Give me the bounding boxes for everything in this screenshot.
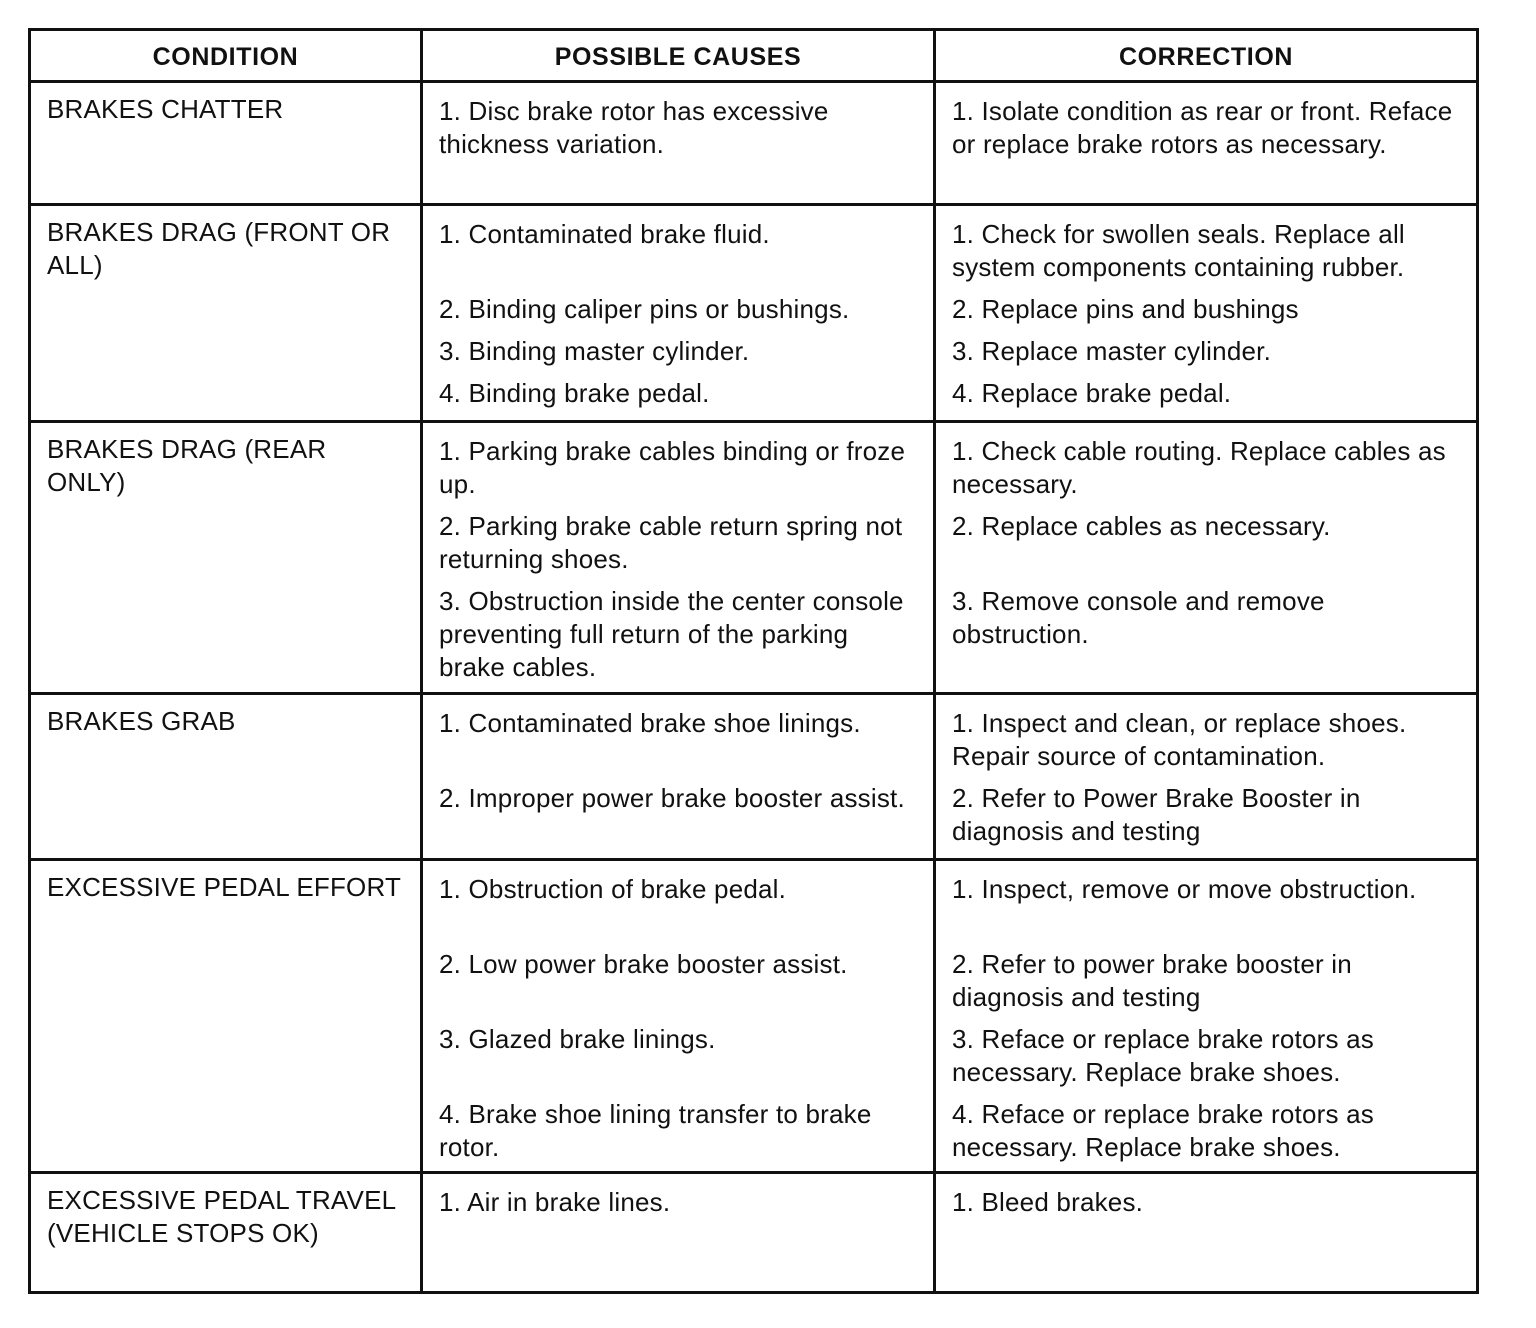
correction-cell [935,82,1478,205]
cause-item: 1. Parking brake cables binding or froze up. [439,436,906,499]
cause-item: 1. Disc brake rotor has excessive thickness variation. [439,96,829,159]
correction-item: 4. Reface or replace brake rotors as necessary. Replace brake shoes. [952,1099,1374,1162]
condition-cell: EXCESSIVE PEDAL TRAVEL (VEHICLE STOPS OK) [30,1173,422,1293]
cause-item: 1. Contaminated brake fluid. [439,219,770,249]
cause-item: 2. Parking brake cable return spring not returning shoes. [439,511,903,574]
correction-item: 3. Remove console and remove obstruction. [952,586,1325,649]
cause-item: 3. Glazed brake linings. [439,1024,716,1054]
correction-item: 1. Inspect, remove or move obstruction. [952,874,1417,904]
table-row [30,1173,1478,1293]
cause-item: 1. Air in brake lines. [439,1187,671,1217]
correction-item: 3. Replace master cylinder. [952,336,1271,366]
cause-item: 4. Binding brake pedal. [439,378,710,408]
cause-item: 1. Obstruction of brake pedal. [439,874,787,904]
correction-item: 2. Replace pins and bushings [952,294,1299,324]
correction-item: 1. Inspect and clean, or replace shoes. Repair source of contamination. [952,708,1407,771]
condition-cell: BRAKES GRAB [30,694,422,860]
table-row [30,694,1478,860]
correction-cell [935,422,1478,694]
causes-cell [422,694,935,860]
causes-cell [422,860,935,1173]
correction-cell [935,205,1478,422]
correction-item: 1. Bleed brakes. [952,1187,1144,1217]
header-possible-causes: POSSIBLE CAUSES [422,30,935,82]
cause-item: 4. Brake shoe lining transfer to brake rotor. [439,1099,872,1162]
correction-cell [935,694,1478,860]
correction-cell [935,860,1478,1173]
brake-diagnosis-table [28,28,1479,1294]
cause-item: 3. Obstruction inside the center console preventing full return of the parking brake cables. [439,586,904,682]
header-row [30,30,1478,82]
header-correction: CORRECTION [935,30,1478,82]
causes-cell [422,82,935,205]
header-condition: CONDITION [30,30,422,82]
correction-item: 3. Reface or replace brake rotors as necessary. Replace brake shoes. [952,1024,1374,1087]
correction-item: 1. Check cable routing. Replace cables as necessary. [952,436,1446,499]
causes-cell [422,422,935,694]
correction-cell [935,1173,1478,1293]
table-row [30,860,1478,1173]
cause-item: 2. Binding caliper pins or bushings. [439,294,850,324]
correction-item: 2. Refer to Power Brake Booster in diagnosis and testing [952,783,1361,846]
table-row [30,422,1478,694]
correction-item: 1. Check for swollen seals. Replace all system components containing rubber. [952,219,1405,282]
causes-cell [422,1173,935,1293]
correction-item: 1. Isolate condition as rear or front. Reface or replace brake rotors as necessary. [952,96,1453,159]
correction-item: 4. Replace brake pedal. [952,378,1232,408]
cause-item: 2. Low power brake booster assist. [439,949,848,979]
table-row [30,205,1478,422]
condition-cell: BRAKES DRAG (REAR ONLY) [30,422,422,694]
correction-item: 2. Refer to power brake booster in diagnosis and testing [952,949,1352,1012]
condition-cell: BRAKES DRAG (FRONT OR ALL) [30,205,422,422]
condition-cell: EXCESSIVE PEDAL EFFORT [30,860,422,1173]
condition-cell: BRAKES CHATTER [30,82,422,205]
cause-item: 1. Contaminated brake shoe linings. [439,708,861,738]
cause-item: 3. Binding master cylinder. [439,336,750,366]
correction-item: 2. Replace cables as necessary. [952,511,1331,541]
causes-cell [422,205,935,422]
table-row [30,82,1478,205]
cause-item: 2. Improper power brake booster assist. [439,783,905,813]
